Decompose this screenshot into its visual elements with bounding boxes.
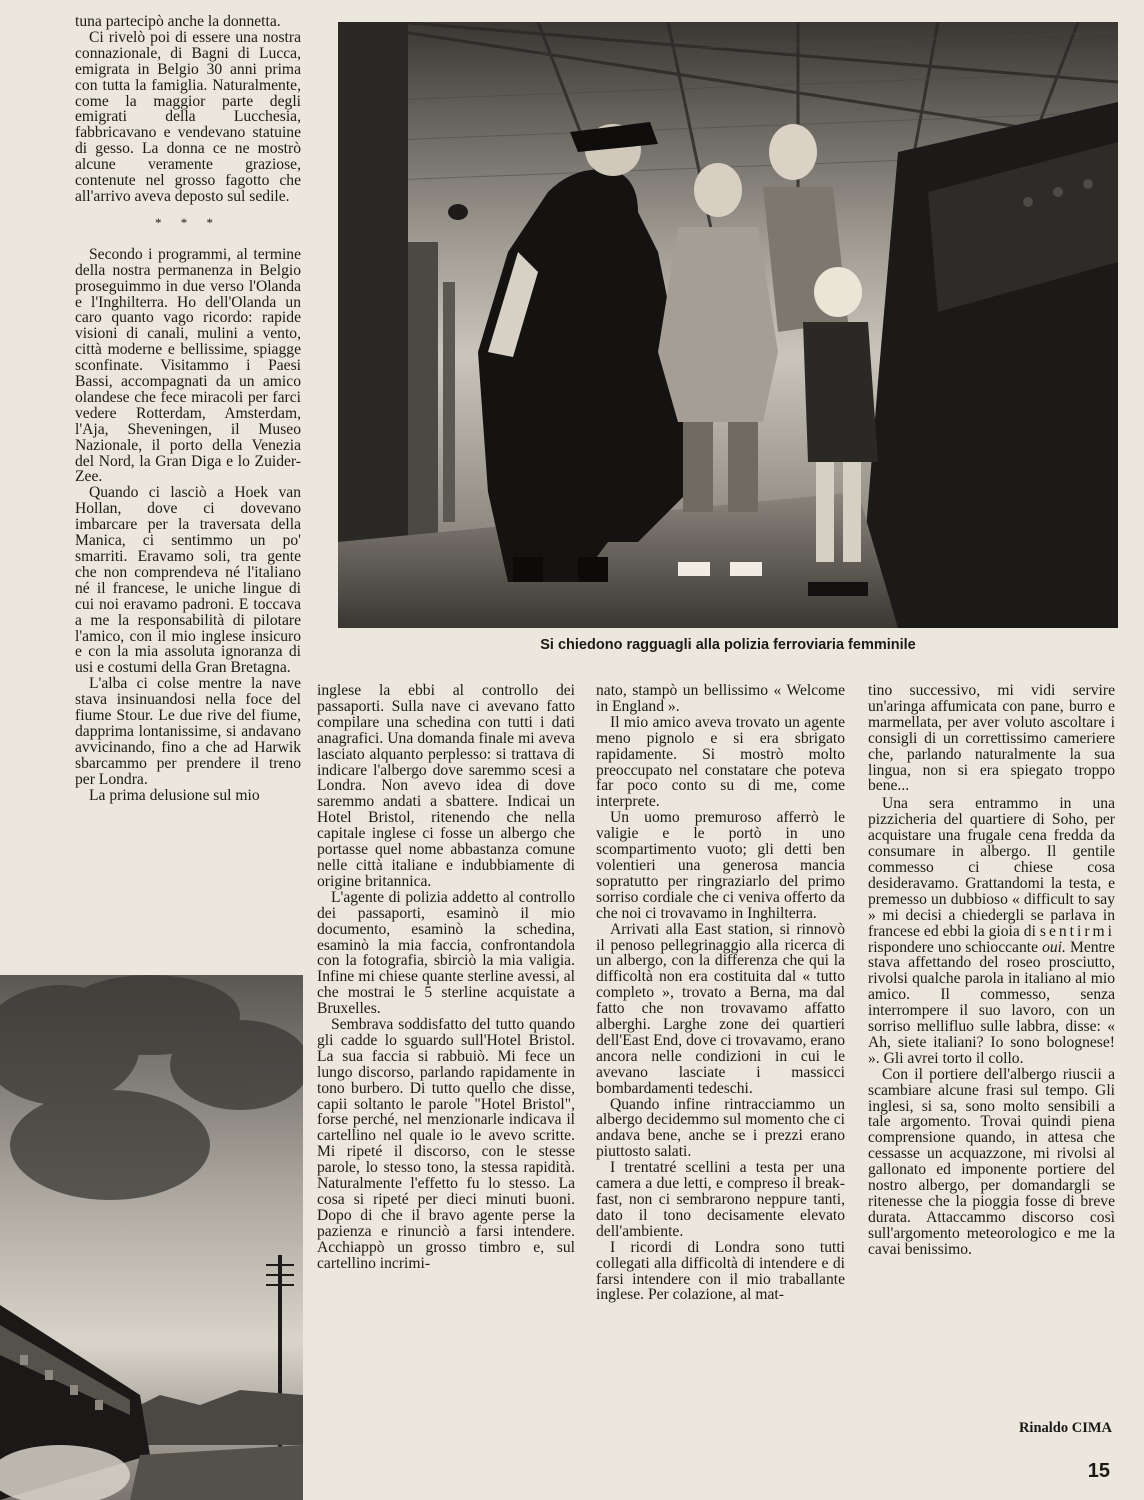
- station-photo: [338, 22, 1118, 628]
- paragraph: L'alba ci colse mentre la nave stava insinuandosi nella foce del fiume Stour. Le due rive del fiume, dapprima lontanissime, si andavano avvicinando, fino a che ad Harwik sbarcammo per prendere il treno per Londra.: [75, 675, 301, 788]
- paragraph: Con il portiere dell'albergo riuscii a scambiare alcune frasi sul tempo. Gli inglesi, si sa, sono molto sensibili a tale argomento. Trovai quindi piena comprensione quando, in attesa che cessasse un acquazzone, mi rivolsi al gallonato ed imponente portiere del nostro albergo, per domandargli se ritenesse che la pioggia fosse di breve durata. Attaccammo discorso così sull'argomento meteorologico e me la cavai benissimo.: [868, 1065, 1115, 1258]
- page-number: 15: [1087, 1460, 1110, 1482]
- column-2: [317, 683, 575, 1272]
- paragraph: tuna partecipò anche la donnetta.: [75, 13, 281, 30]
- paragraph: I ricordi di Londra sono tutti collegati alla difficoltà di intendere e di farsi intendere con il mio traballante inglese. Per colazione, al mat-: [596, 1238, 845, 1304]
- paragraph: Un uomo premuroso afferrò le valigie e le portò in uno scompartimento vuoto; gli detti ben volentieri una generosa mancia sopratutto per ringraziarlo del primo sorriso cordiale che ci veniva offerto da che noi ci trovavamo in Inghilterra.: [596, 809, 845, 922]
- column-1: [75, 14, 301, 804]
- train-photo-image: [0, 975, 303, 1500]
- spaced-word: sentirmi: [1039, 922, 1115, 940]
- paragraph: Secondo i programmi, al termine della nostra permanenza in Belgio proseguimmo in due verso l'Olanda e l'Inghilterra. Ho dell'Olanda un caro quanto vago ricordo: rapide visioni di canali, mulini a vento, città moderne e bellissime, spiagge sconfinate. Visitammo i Paesi Bassi, accompagnati da un amico olandese che fece miracoli per farci vedere Rotterdam, Amsterdam, l'Aja, Sheveningen, il Museo Nazionale, il porto della Venezia del Nord, la Gran Diga e lo Zuider-Zee.: [75, 245, 301, 486]
- paragraph: Il mio amico aveva trovato un agente meno pignolo e si era sbrigato rapidamente. Si mostrò molto preoccupato nel constatare che poteva far poco conto su di me, come interprete.: [596, 713, 845, 811]
- paragraph: nato, stampò un bellissimo « Welcome in England ».: [596, 682, 845, 715]
- paragraph: Quando ci lasciò a Hoek van Hollan, dove ci dovevano imbarcare per la traversata della Manica, ci sentimmo un po' smarriti. Eravamo soli, tra gente che non comprendeva né l'italiano né il francese, le uniche lingue di cui noi eravamo padroni. E toccava a me la responsabilità di pilotare l'amico, con il mio inglese insicuro e con la mia assoluta ignoranza di usi e costumi della Gran Bretagna.: [75, 484, 301, 677]
- author-signature: Rinaldo CIMA: [1018, 1420, 1112, 1436]
- paragraph: Ci rivelò poi di essere una nostra connazionale, di Bagni di Lucca, emigrata in Belgio 30 anni prima con tutta la famiglia. Naturalmente, come la maggior parte degli emigrati della Lucchesia, fabbricavano e vendevano statuine di gesso. La donna ce ne mostrò alcune veramente graziose, contenute nel grosso fagotto che all'arrivo aveva deposto sul sedile.: [75, 28, 301, 205]
- paragraph: inglese la ebbi al controllo dei passaporti. Sulla nave ci avevano fatto compilare una schedina con tutti i dati anagrafici. Una domanda finale mi aveva lasciato alquanto perplesso: si trattava di indicare l'albergo dove saremmo scesi a Londra. Non avevo idea di dove saremmo andati a sbattere. Indicai un Hotel Bristol, ritenendo che nella capitale inglese ci fosse un albergo che portasse quel nome abbastanza comune nelle città italiane e indubbiamente di origine britannica.: [317, 682, 575, 890]
- paragraph: La prima delusione sul mio: [89, 786, 260, 804]
- paragraph: I trentatré scellini a testa per una camera a due letti, e compreso il break-fast, non ci sembrarono neppure tanti, dato il tono decisamente elevato dell'ambiente.: [596, 1159, 845, 1240]
- station-photo-image: [338, 22, 1118, 628]
- paragraph: Sembrava soddisfatto del tutto quando gli cadde lo sguardo sull'Hotel Bristol. La sua faccia si rabbuiò. Mi fece un lungo discorso, parlando rapidamente in tono burbero. Di tutto quello che disse, capii soltanto le parole "Hotel Bristol", forse perché, nel menzionarle indicava il cartellino nel quale io le avevo scritte. Mi ripeté il discorso, con le stesse parole, lo stesso tono, la stessa rapidità. Naturalmente l'effetto fu lo stesso. La cosa si ripeté per dieci minuti buoni. Dopo di che il bravo agente perse la pazienza e rinunciò a farsi intendere. Acchiappò un grosso timbro e, sul cartellino incrimi-: [317, 1016, 575, 1272]
- paragraph-text: rispondere uno schioccante: [868, 938, 1039, 956]
- italic-word: oui.: [1042, 938, 1066, 956]
- paragraph: [868, 796, 1115, 1066]
- train-photo: [0, 975, 303, 1500]
- column-4: [868, 683, 1115, 1258]
- section-divider: * * *: [155, 214, 221, 230]
- column-3: [596, 683, 845, 1303]
- paragraph: L'agente di polizia addetto al controllo dei passaporti, esaminò il mio documento, esaminò la schedina, esaminò la mia faccia, confrontandola con la fotografia, sbirciò la mia valigia. Infine mi chiese quante sterline avessi, al che mostrai le 5 sterline acquistate a Bruxelles.: [317, 888, 575, 1018]
- paragraph-text: Una sera entrammo in una pizzicheria del quartiere di Soho, per acquistare una frugale cena fredda da consumare in albergo. Il gentile commesso ci chiese cosa desideravamo. Grattandomi la testa, e premesso un dubbioso « difficult to say » mi decisi a chiedergli se parlava in francese ed ebbi la gioia di: [868, 795, 1115, 940]
- paragraph: tino successivo, mi vidi servire un'aringa affumicata con pane, burro e marmellata, per aver voluto ascoltare i consigli di un correttissimo cameriere che, parlando naturalmente la sua lingua, non si era spiegato troppo bene...: [868, 682, 1115, 795]
- paragraph-text: Mentre stava affettando del roseo prosciutto, rivolsi qualche parola in italiano al mio amico. Il commesso, senza interrompere il suo lavoro, con un sorriso mellifluo sulle labbra, disse: « Ah, siete italiani? Io sono bolognese! ». Gli avrei torto il collo.: [868, 938, 1115, 1067]
- paragraph: Quando infine rintracciammo un albergo decidemmo sul momento che ci andava bene, anche se i prezzi erano piuttosto salati.: [596, 1095, 845, 1161]
- paragraph: Arrivati alla East station, si rinnovò il penoso pellegrinaggio alla ricerca di un albergo, con la differenza che qui la difficoltà non era costituita dal « tutto completo », trovato a Berna, ma dal fatto che non trovavamo affatto alberghi. Larghe zone dei quartieri dell'East End, dove ci trovavamo, erano ancora nelle condizioni in cui le avevano lasciate i massicci bombardamenti tedeschi.: [596, 920, 845, 1097]
- photo-caption: Si chiedono ragguagli alla polizia ferroviaria femminile: [540, 637, 916, 653]
